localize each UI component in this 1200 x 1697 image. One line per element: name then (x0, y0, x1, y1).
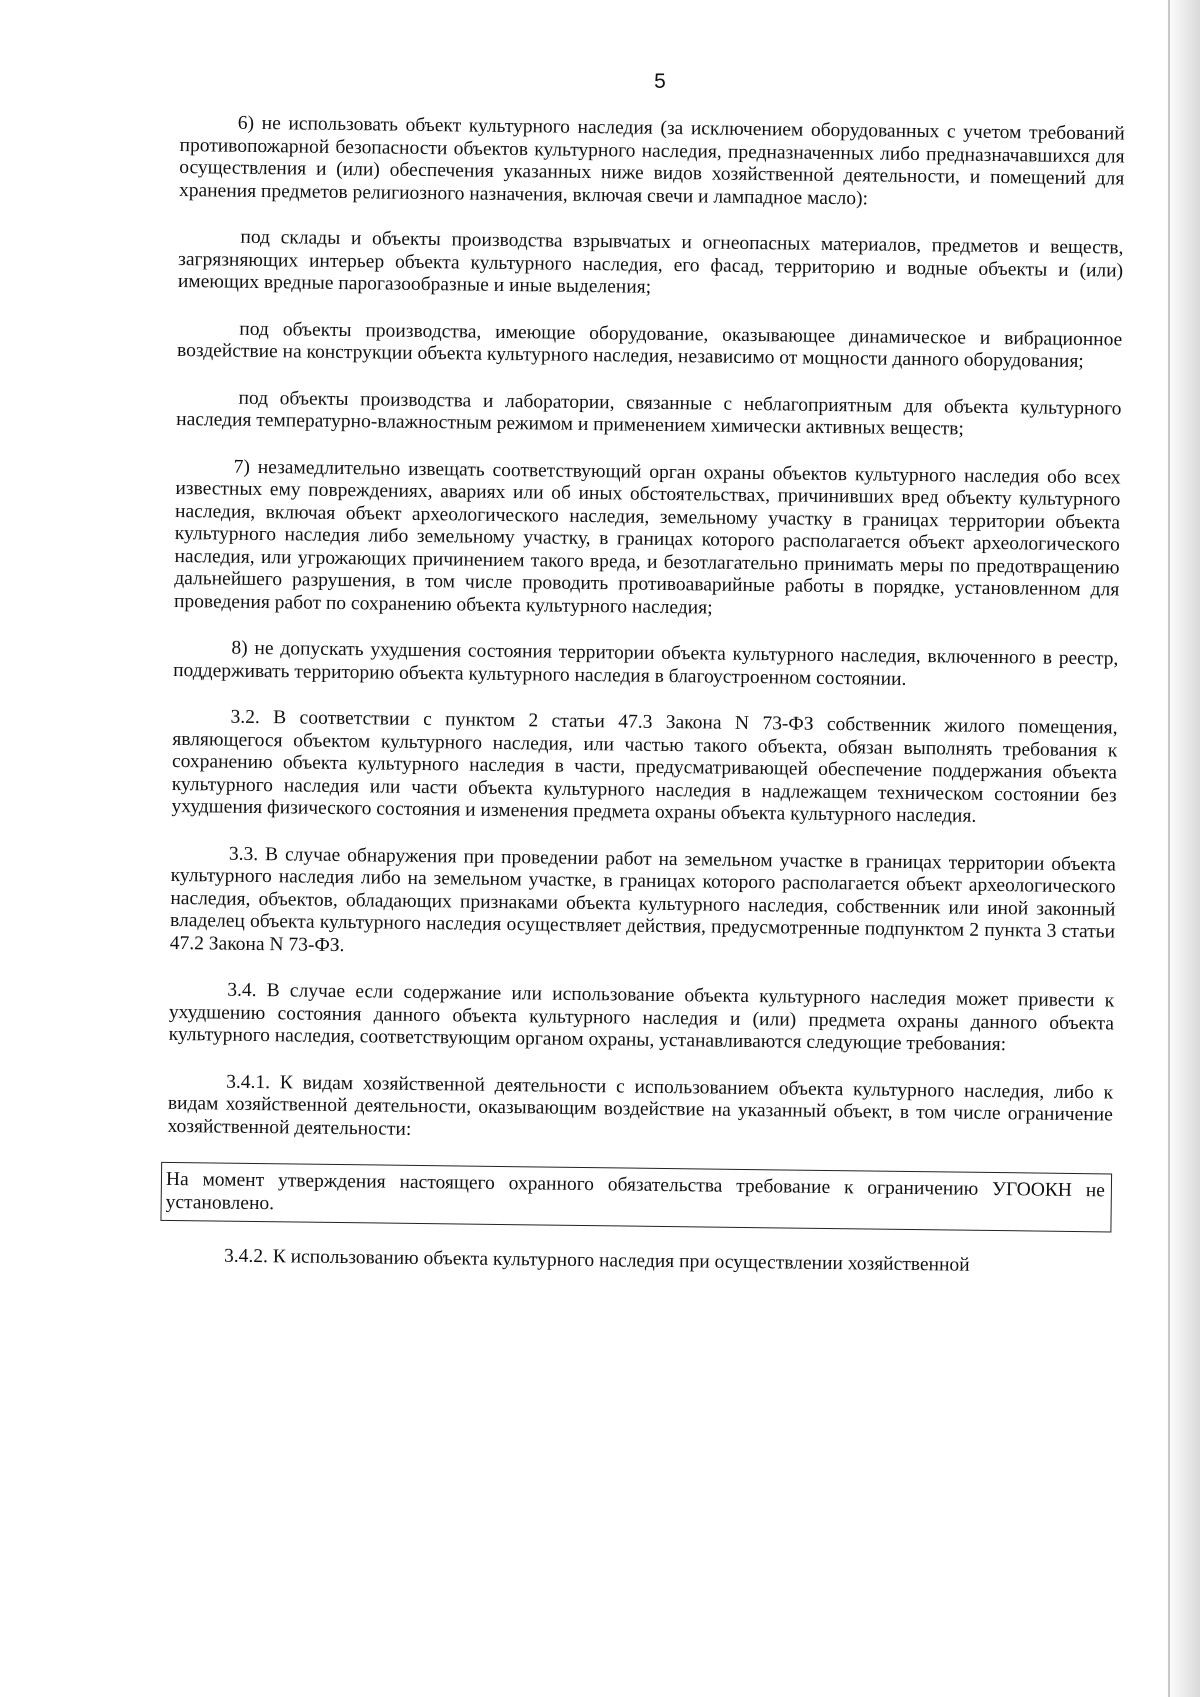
scan-edge-line (1168, 0, 1170, 1697)
paragraph-3-4-2: 3.4.2. К использованию объекта культурного наследия при осуществлении хозяйственной (223, 1245, 970, 1276)
paragraph-3-4-1: 3.4.1. К видам хозяйственной деятельности с использованием объекта культурного наследия, либо к видам хозяйственной деятельности, оказывающим воздействие на указанный объект, в том числе ограничение хозяйственной деятельности: (167, 1071, 1114, 1140)
paragraph-3-4: 3.4. В случае если содержание или использование объекта культурного наследия может привести к ухудшению состояния данного объекта культурного наследия и (или) предмета охраны данного объекта культурного наследия, соответствующим органом охраны, устанавливаются следующие требования: (168, 979, 1115, 1056)
document-body (166, 112, 1125, 1303)
paragraph-6-vibration: под объекты производства, имеющие оборудование, оказывающее динамическое и вибрационное воздействие на конструкции объекта культурного наследия, независимо от мощности данного оборудования; (176, 318, 1123, 373)
paragraph-6-warehouses: под склады и объекты производства взрывчатых и огнеопасных материалов, предметов и веществ, загрязняющих интерьер объекта культурного наследия, его фасад, территорию и водные объекты и (или) имеющих вредные парогазообразные и иные выделения; (177, 226, 1124, 298)
paragraph-6-laboratories: под объекты производства и лаборатории, связанные с неблагоприятным для объекта культурного наследия температурно-влажностным режимом и применением химически активных веществ; (176, 387, 1122, 440)
paragraph-7: 7) незамедлительно извещать соответствующий орган охраны объектов культурного наследия обо всех известных ему повреждениях, авариях или об иных обстоятельствах, причинивших вред объекту культурного наследия, включая объект археологического наследия, земельному участку в границах территории объекта культурного наследия либо земельному участку, в границах которого располагается объект археологического наследия, или угрожающих причинением такого вреда, и безотлагательно принимать меры по предотвращению дальнейшего разрушения, в том числе проводить противоаварийные работы в порядке, установленном для проведения работ по сохранению объекта культурного наследия; (173, 456, 1121, 619)
requirement-box: На момент утверждения настоящего охранного обязательства требование к ограничению УГООКН не установлено. (160, 1162, 1112, 1233)
page-number: 5 (654, 70, 666, 93)
paragraph-8: 8) не допускать ухудшения состояния территории объекта культурного наследия, включенного в реестр, поддерживать территорию объекта культурного наследия в благоустроенном состоянии. (173, 637, 1119, 690)
paragraph-3-2: 3.2. В соответствии с пунктом 2 статьи 47.3 Закона N 73-ФЗ собственник жилого помещения, являющегося объектом культурного наследия, или частью такого объекта, обязан выполнять требования к сохранению объекта культурного наследия в части, предусматривающей обеспечение поддержания объекта культурного наследия или части объекта культурного наследия в надлежащем техническом состоянии без ухудшения физического состояния и изменения предмета охраны объекта культурного наследия. (171, 706, 1118, 827)
paragraph-3-3: 3.3. В случае обнаружения при проведении работ на земельном участке в границах территории объекта культурного наследия либо на земельном участке, в границах которого располагается объект археологического наследия, объектов, обладающих признаками объекта культурного наследия, собственник или иной законный владелец объекта культурного наследия осуществляет действия, предусмотренные подпунктом 2 пункта 3 статьи 47.2 Закона N 73-ФЗ. (169, 843, 1117, 956)
paragraph-6: 6) не использовать объект культурного наследия (за исключением оборудованных с учетом требований противопожарной безопасности объектов культурного наследия, предназначенных либо предназначавшихся для осуществления и (или) обеспечения указанных ниже видов хозяйственной деятельности, и помещений для хранения предметов религиозного назначения, включая свечи и лампадное масло): (178, 112, 1125, 209)
scan-page-edge (1166, 0, 1200, 1697)
